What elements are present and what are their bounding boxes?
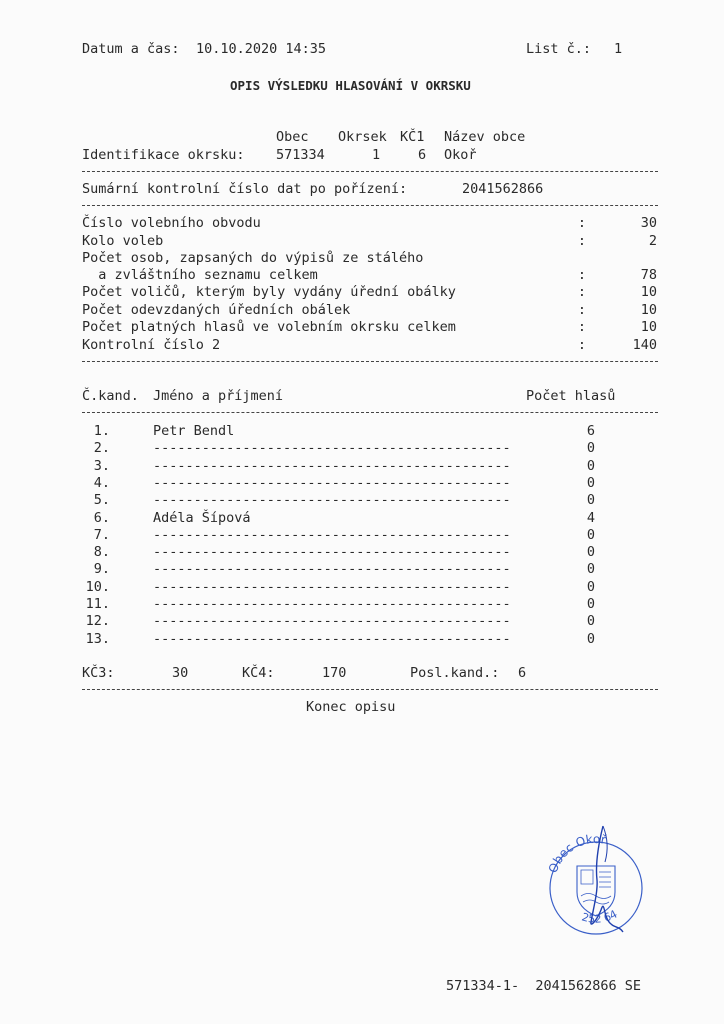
candidate-number: 7.: [93, 527, 110, 543]
candidate-number: 13.: [85, 631, 110, 647]
identification-label: Identifikace okrsku:: [82, 147, 245, 163]
candidate-number: 12.: [85, 613, 110, 629]
candidate-votes: 4: [586, 510, 596, 526]
stat-value: 30: [640, 215, 657, 231]
sheet-label: List č.:: [526, 41, 592, 57]
kc4-label: KČ4:: [242, 665, 275, 681]
col-nazev: Název obce: [444, 129, 526, 145]
divider: [82, 171, 658, 172]
stat-colon: :: [577, 337, 587, 353]
stat-value: 2: [648, 233, 657, 249]
stamp-text-top: Obec Okoř: [545, 831, 607, 875]
candidate-votes: 0: [586, 631, 596, 647]
stat-colon: :: [577, 284, 587, 300]
kc3-label: KČ3:: [82, 665, 115, 681]
checksum-label: Sumární kontrolní číslo dat po pořízení:: [82, 181, 408, 197]
candidate-number: 8.: [93, 544, 110, 560]
candidate-number: 4.: [93, 475, 110, 491]
candidate-votes: 0: [586, 544, 596, 560]
candidate-votes: 0: [586, 561, 596, 577]
candidate-votes: 0: [586, 440, 596, 456]
stat-value: 78: [640, 267, 657, 283]
stat-colon: :: [577, 302, 587, 318]
candidate-name: --------------------------------------------: [153, 458, 511, 474]
datetime-label: Datum a čas:: [82, 41, 180, 57]
stat-colon: :: [577, 233, 587, 249]
stat-value: 140: [632, 337, 657, 353]
stat-value: 10: [640, 302, 657, 318]
divider: [82, 361, 658, 362]
candidate-name: --------------------------------------------: [153, 492, 511, 508]
col-okrsek: Okrsek: [338, 129, 387, 145]
candidate-votes: 0: [586, 475, 596, 491]
col-obec: Obec: [276, 129, 309, 145]
candidate-name: --------------------------------------------: [153, 475, 511, 491]
candidate-number: 11.: [85, 596, 110, 612]
stat-value: 10: [640, 284, 657, 300]
stat-label: Číslo volebního obvodu: [82, 215, 261, 231]
kc3-value: 30: [172, 665, 189, 681]
identification-kc1: 6: [418, 147, 427, 163]
candidates-header-num: Č.kand.: [82, 388, 139, 404]
candidate-votes: 0: [586, 492, 596, 508]
identification-obec: 571334: [276, 147, 325, 163]
candidate-name: --------------------------------------------: [153, 596, 511, 612]
candidate-number: 2.: [93, 440, 110, 456]
stat-label: Počet osob, zapsaných do výpisů ze stálého: [82, 250, 424, 266]
candidate-number: 10.: [85, 579, 110, 595]
checksum-value: 2041562866: [462, 181, 544, 197]
stamp-text-bottom: 252 64: [580, 907, 620, 926]
candidate-votes: 0: [586, 458, 596, 474]
candidate-name: --------------------------------------------: [153, 613, 511, 629]
document-code: 571334-1- 2041562866 SE: [446, 978, 642, 994]
candidate-name: --------------------------------------------: [153, 579, 511, 595]
stat-label: Počet odevzdaných úředních obálek: [82, 302, 351, 318]
candidate-name: --------------------------------------------: [153, 527, 511, 543]
candidates-header-name: Jméno a příjmení: [153, 388, 284, 404]
kc4-value: 170: [322, 665, 347, 681]
stat-colon: :: [577, 215, 587, 231]
sheet-value: 1: [614, 41, 623, 57]
last-candidate-value: 6: [518, 665, 527, 681]
identification-nazev: Okoř: [444, 147, 477, 163]
candidate-number: 1.: [93, 423, 110, 439]
candidate-name: Adéla Šípová: [153, 510, 251, 526]
end-of-document: Konec opisu: [306, 699, 396, 715]
divider: [82, 205, 658, 206]
stat-label: Počet platných hlasů ve volebním okrsku celkem: [82, 319, 456, 335]
candidate-votes: 6: [586, 423, 596, 439]
last-candidate-label: Posl.kand.:: [410, 665, 500, 681]
stat-colon: :: [577, 319, 587, 335]
document-title: OPIS VÝSLEDKU HLASOVÁNÍ V OKRSKU: [230, 78, 471, 93]
stat-value: 10: [640, 319, 657, 335]
candidate-name: --------------------------------------------: [153, 561, 511, 577]
candidate-number: 3.: [93, 458, 110, 474]
datetime-value: 10.10.2020 14:35: [196, 41, 327, 57]
stat-label: Počet voličů, kterým byly vydány úřední obálky: [82, 284, 456, 300]
candidate-number: 6.: [93, 510, 110, 526]
stat-colon: :: [577, 267, 587, 283]
divider: [82, 689, 658, 690]
identification-okrsek: 1: [372, 147, 381, 163]
stat-label: Kontrolní číslo 2: [82, 337, 221, 353]
candidate-name: --------------------------------------------: [153, 440, 511, 456]
col-kc1: KČ1: [400, 129, 425, 145]
municipal-stamp-icon: [541, 822, 651, 942]
candidate-number: 9.: [93, 561, 110, 577]
divider: [82, 412, 658, 413]
candidate-name: Petr Bendl: [153, 423, 235, 439]
candidate-votes: 0: [586, 527, 596, 543]
stat-label: Kolo voleb: [82, 233, 164, 249]
candidate-votes: 0: [586, 579, 596, 595]
stat-label-continued: a zvláštního seznamu celkem: [82, 267, 318, 283]
candidate-votes: 0: [586, 596, 596, 612]
candidate-number: 5.: [93, 492, 110, 508]
candidate-votes: 0: [586, 613, 596, 629]
candidates-header-votes: Počet hlasů: [526, 388, 616, 404]
candidate-name: --------------------------------------------: [153, 631, 511, 647]
candidate-name: --------------------------------------------: [153, 544, 511, 560]
